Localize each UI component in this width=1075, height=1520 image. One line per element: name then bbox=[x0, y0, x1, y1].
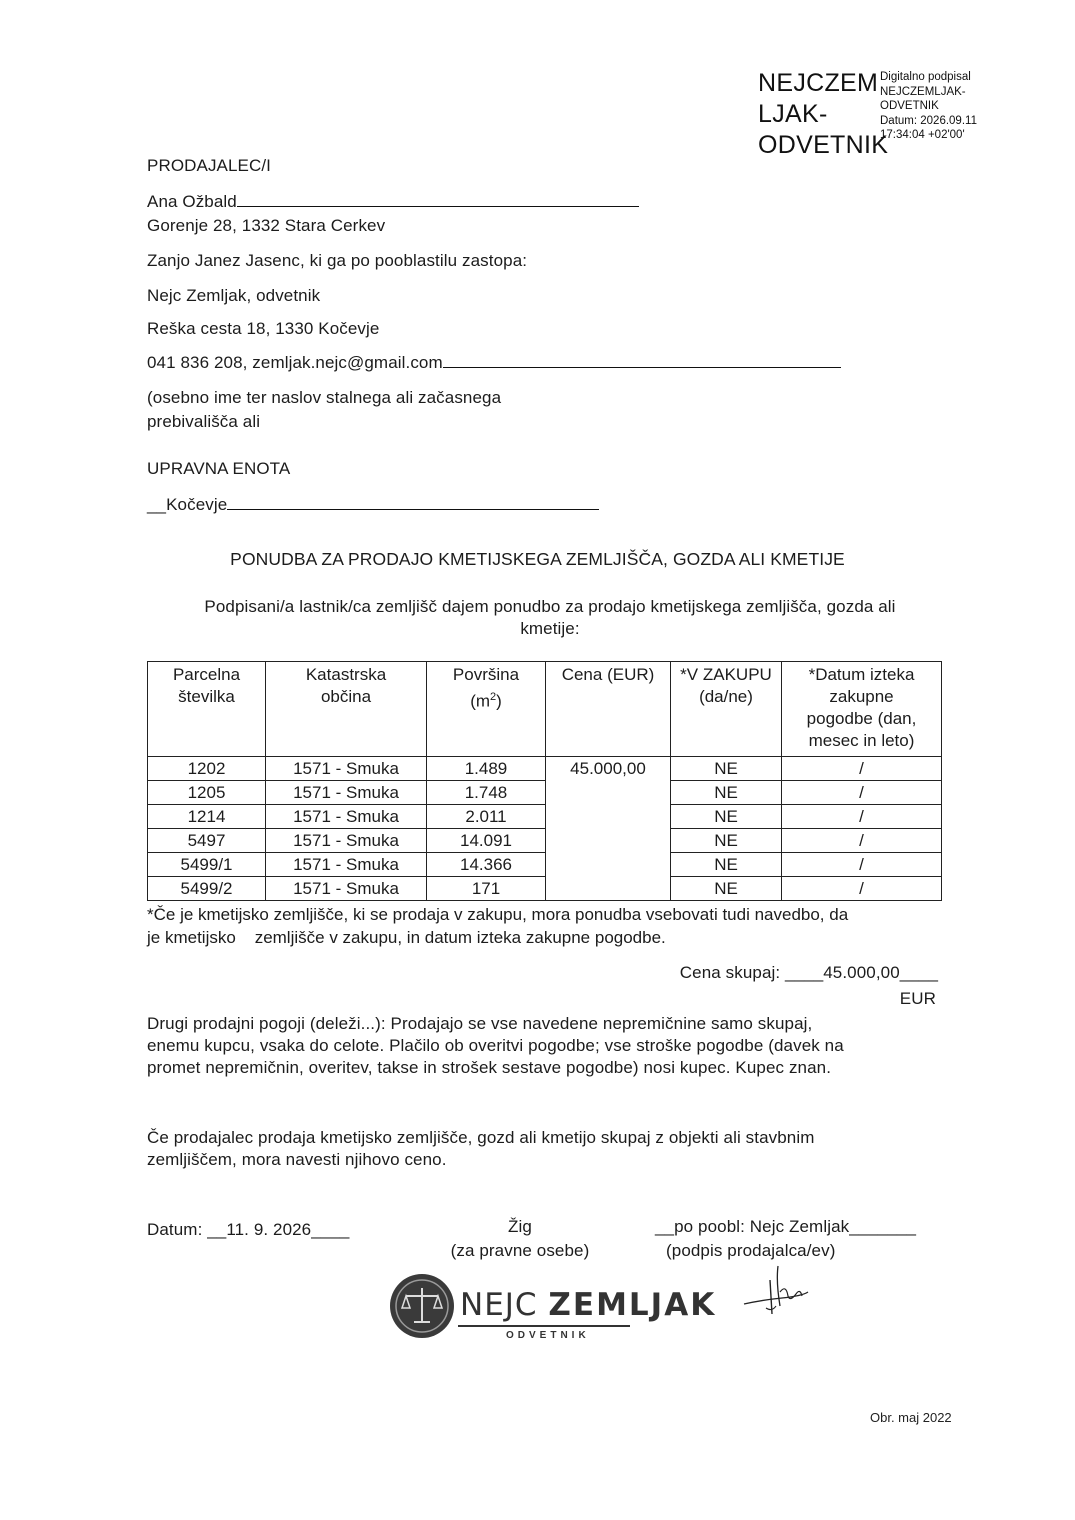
area-unit-close: ) bbox=[496, 691, 502, 711]
header-lease-end-line: mesec in leto) bbox=[808, 731, 915, 750]
lease-footnote bbox=[147, 903, 947, 949]
header-cadastral-line: Katastrska bbox=[305, 665, 387, 684]
intro-line2: kmetije: bbox=[520, 619, 580, 638]
cell-cadastral: 1571 - Smuka bbox=[266, 805, 427, 829]
cell-area: 2.011 bbox=[427, 805, 546, 829]
header-lease bbox=[671, 662, 782, 757]
cell-area: 171 bbox=[427, 877, 546, 901]
digital-signature-name bbox=[758, 68, 889, 161]
total-currency: EUR bbox=[899, 989, 936, 1008]
cell-parcel: 5497 bbox=[148, 829, 266, 853]
cell-area: 14.091 bbox=[427, 829, 546, 853]
total-label: Cena skupaj: bbox=[679, 963, 781, 982]
contact-underline bbox=[443, 366, 841, 368]
cell-parcel: 1202 bbox=[148, 757, 266, 781]
total-pre-line: ____ bbox=[785, 963, 824, 982]
header-area-unit bbox=[427, 686, 545, 713]
seller-name-row bbox=[147, 191, 639, 213]
total-post-line: ____ bbox=[899, 963, 938, 982]
law-office-logo bbox=[390, 1274, 717, 1354]
signature-name-line: LJAK- bbox=[758, 100, 828, 128]
cell-lease-end: / bbox=[782, 805, 942, 829]
attorney-name: Nejc Zemljak, odvetnik bbox=[147, 286, 321, 305]
header-price-line: Cena (EUR) bbox=[561, 665, 655, 684]
area-unit-text: (m bbox=[470, 691, 491, 711]
cell-lease-end: / bbox=[782, 877, 942, 901]
table-header-row bbox=[148, 662, 942, 757]
cell-parcel: 1214 bbox=[148, 805, 266, 829]
cell-area: 14.366 bbox=[427, 853, 546, 877]
admin-unit-heading: UPRAVNA ENOTA bbox=[147, 459, 291, 478]
seller-representation: Zanjo Janez Jasenc, ki ga po pooblastilu zastopa: bbox=[147, 251, 528, 270]
header-parcel-line: številka bbox=[178, 687, 235, 706]
cell-lease-end: / bbox=[782, 853, 942, 877]
cell-lease-end: / bbox=[782, 781, 942, 805]
signer-value: po poobl: Nejc Zemljak bbox=[674, 1217, 850, 1236]
table-row bbox=[148, 853, 942, 877]
header-cadastral-line: občina bbox=[320, 687, 372, 706]
header-lease-end-line: zakupne bbox=[829, 687, 894, 706]
objects-note-line: zemljiščem, mora navesti njihovo ceno. bbox=[147, 1150, 447, 1169]
signature-detail-line: 17:34:04 +02'00' bbox=[880, 129, 965, 141]
objects-note-line: Če prodajalec prodaja kmetijsko zemljišče, gozd ali kmetijo skupaj z objekti ali stavbnim bbox=[147, 1128, 815, 1147]
cell-price: 45.000,00 bbox=[546, 757, 671, 901]
handwritten-signature bbox=[742, 1262, 812, 1322]
cell-lease-end: / bbox=[782, 829, 942, 853]
total-price-row bbox=[600, 962, 938, 984]
seller-note-line2: prebivališča ali bbox=[147, 412, 261, 431]
digital-signature-details bbox=[880, 70, 1020, 143]
header-lease-end-line: *Datum izteka bbox=[808, 665, 915, 684]
header-cadastral-municipality bbox=[266, 662, 427, 757]
date-label: Datum: bbox=[147, 1220, 208, 1239]
header-parcel-line: Parcelna bbox=[172, 665, 241, 684]
attorney-address: Reška cesta 18, 1330 Kočevje bbox=[147, 319, 380, 338]
signer-sublabel: (podpis prodajalca/ev) bbox=[666, 1241, 836, 1260]
cell-lease: NE bbox=[671, 877, 782, 901]
cell-lease: NE bbox=[671, 757, 782, 781]
objects-note bbox=[147, 1127, 947, 1171]
table-row bbox=[148, 877, 942, 901]
seller-name-underline bbox=[237, 205, 639, 207]
signature-name-line: ODVETNIK bbox=[758, 131, 889, 159]
cell-area: 1.748 bbox=[427, 781, 546, 805]
header-lease-end-line: pogodbe (dan, bbox=[806, 709, 917, 728]
table-row bbox=[148, 829, 942, 853]
cell-lease: NE bbox=[671, 829, 782, 853]
date-pre-line: __ bbox=[207, 1220, 227, 1239]
logo-divider bbox=[458, 1325, 630, 1327]
header-parcel-number bbox=[148, 662, 266, 757]
signature-name-line: NEJCZEM bbox=[758, 69, 879, 97]
scales-emblem-icon bbox=[390, 1274, 454, 1338]
sale-conditions bbox=[147, 1013, 947, 1079]
conditions-line: enemu kupcu, vsaka do celote. Plačilo ob overitvi pogodbe; vse stroške pogodbe (davek na bbox=[147, 1036, 844, 1055]
cell-lease: NE bbox=[671, 781, 782, 805]
intro-line1: Podpisani/a lastnik/ca zemljišč dajem ponudbo za prodajo kmetijskega zemljišča, gozda ali bbox=[204, 597, 896, 616]
stamp-sublabel: (za pravne osebe) bbox=[450, 1241, 590, 1260]
cell-parcel: 1205 bbox=[148, 781, 266, 805]
date-value: 11. 9. 2026 bbox=[226, 1220, 312, 1239]
attorney-contact-row bbox=[147, 352, 841, 374]
signature-detail-line: ODVETNIK bbox=[880, 100, 939, 112]
cell-cadastral: 1571 - Smuka bbox=[266, 877, 427, 901]
date-row bbox=[147, 1219, 349, 1241]
header-lease-line: (da/ne) bbox=[699, 687, 753, 706]
logo-wordmark bbox=[460, 1288, 716, 1322]
signature-detail-line: NEJCZEMLJAK- bbox=[880, 85, 966, 98]
table-row bbox=[148, 805, 942, 829]
table-row bbox=[148, 757, 942, 781]
document-title: PONUDBA ZA PRODAJO KMETIJSKEGA ZEMLJIŠČA, GOZDA ALI KMETIJE bbox=[230, 549, 845, 569]
header-area bbox=[427, 662, 546, 757]
area-unit-sup: 2 bbox=[490, 691, 497, 703]
admin-unit-prefix: __ bbox=[147, 495, 167, 514]
cell-area: 1.489 bbox=[427, 757, 546, 781]
cell-parcel: 5499/2 bbox=[148, 877, 266, 901]
date-post-line: ____ bbox=[311, 1220, 350, 1239]
footnote-line: je kmetijsko zemljišče v zakupu, in datum izteka zakupne pogodbe. bbox=[147, 928, 666, 947]
form-version: Obr. maj 2022 bbox=[870, 1410, 952, 1425]
seller-name: Ana Ožbald bbox=[147, 192, 237, 211]
cell-cadastral: 1571 - Smuka bbox=[266, 853, 427, 877]
table-row bbox=[148, 781, 942, 805]
seller-heading: PRODAJALEC/I bbox=[147, 156, 272, 175]
admin-unit-row bbox=[147, 494, 599, 516]
cell-cadastral: 1571 - Smuka bbox=[266, 781, 427, 805]
cell-lease: NE bbox=[671, 805, 782, 829]
header-lease-line: *V ZAKUPU bbox=[680, 665, 772, 684]
total-value: 45.000,00 bbox=[823, 963, 900, 982]
cell-parcel: 5499/1 bbox=[148, 853, 266, 877]
logo-word-bold: ZEMLJAK bbox=[548, 1287, 717, 1323]
cell-lease-end: / bbox=[782, 757, 942, 781]
parcel-table bbox=[147, 661, 942, 901]
footnote-line: *Če je kmetijsko zemljišče, ki se prodaja v zakupu, mora ponudba vsebovati tudi navedbo, da bbox=[147, 905, 849, 924]
signer-row bbox=[655, 1216, 916, 1238]
header-price bbox=[546, 662, 671, 757]
conditions-line: Drugi prodajni pogoji (deleži...): Prodajajo se vse navedene nepremičnine samo skupaj, bbox=[147, 1014, 813, 1033]
attorney-contact: 041 836 208, zemljak.nejc@gmail.com bbox=[147, 353, 443, 372]
seller-address: Gorenje 28, 1332 Stara Cerkev bbox=[147, 216, 386, 235]
logo-subtitle: ODVETNIK bbox=[506, 1330, 590, 1341]
cell-cadastral: 1571 - Smuka bbox=[266, 829, 427, 853]
signature-detail-line: Datum: 2026.09.11 bbox=[880, 114, 977, 127]
admin-unit-underline bbox=[227, 508, 599, 510]
signature-detail-line: Digitalno podpisal bbox=[880, 71, 971, 83]
admin-unit-value: Kočevje bbox=[166, 495, 228, 514]
header-area-label: Površina bbox=[452, 665, 520, 684]
conditions-line: promet nepremičnin, overitev, takse in strošek sestave pogodbe) nosi kupec. Kupec znan. bbox=[147, 1058, 832, 1077]
logo-word-light: NEJC bbox=[460, 1287, 549, 1323]
seller-note-line1: (osebno ime ter naslov stalnega ali začasnega bbox=[147, 388, 502, 407]
cell-lease: NE bbox=[671, 853, 782, 877]
header-lease-end bbox=[782, 662, 942, 757]
signer-post-line: _______ bbox=[849, 1217, 917, 1236]
stamp-label: Žig bbox=[508, 1217, 532, 1236]
signer-pre-line: __ bbox=[655, 1217, 675, 1236]
cell-cadastral: 1571 - Smuka bbox=[266, 757, 427, 781]
